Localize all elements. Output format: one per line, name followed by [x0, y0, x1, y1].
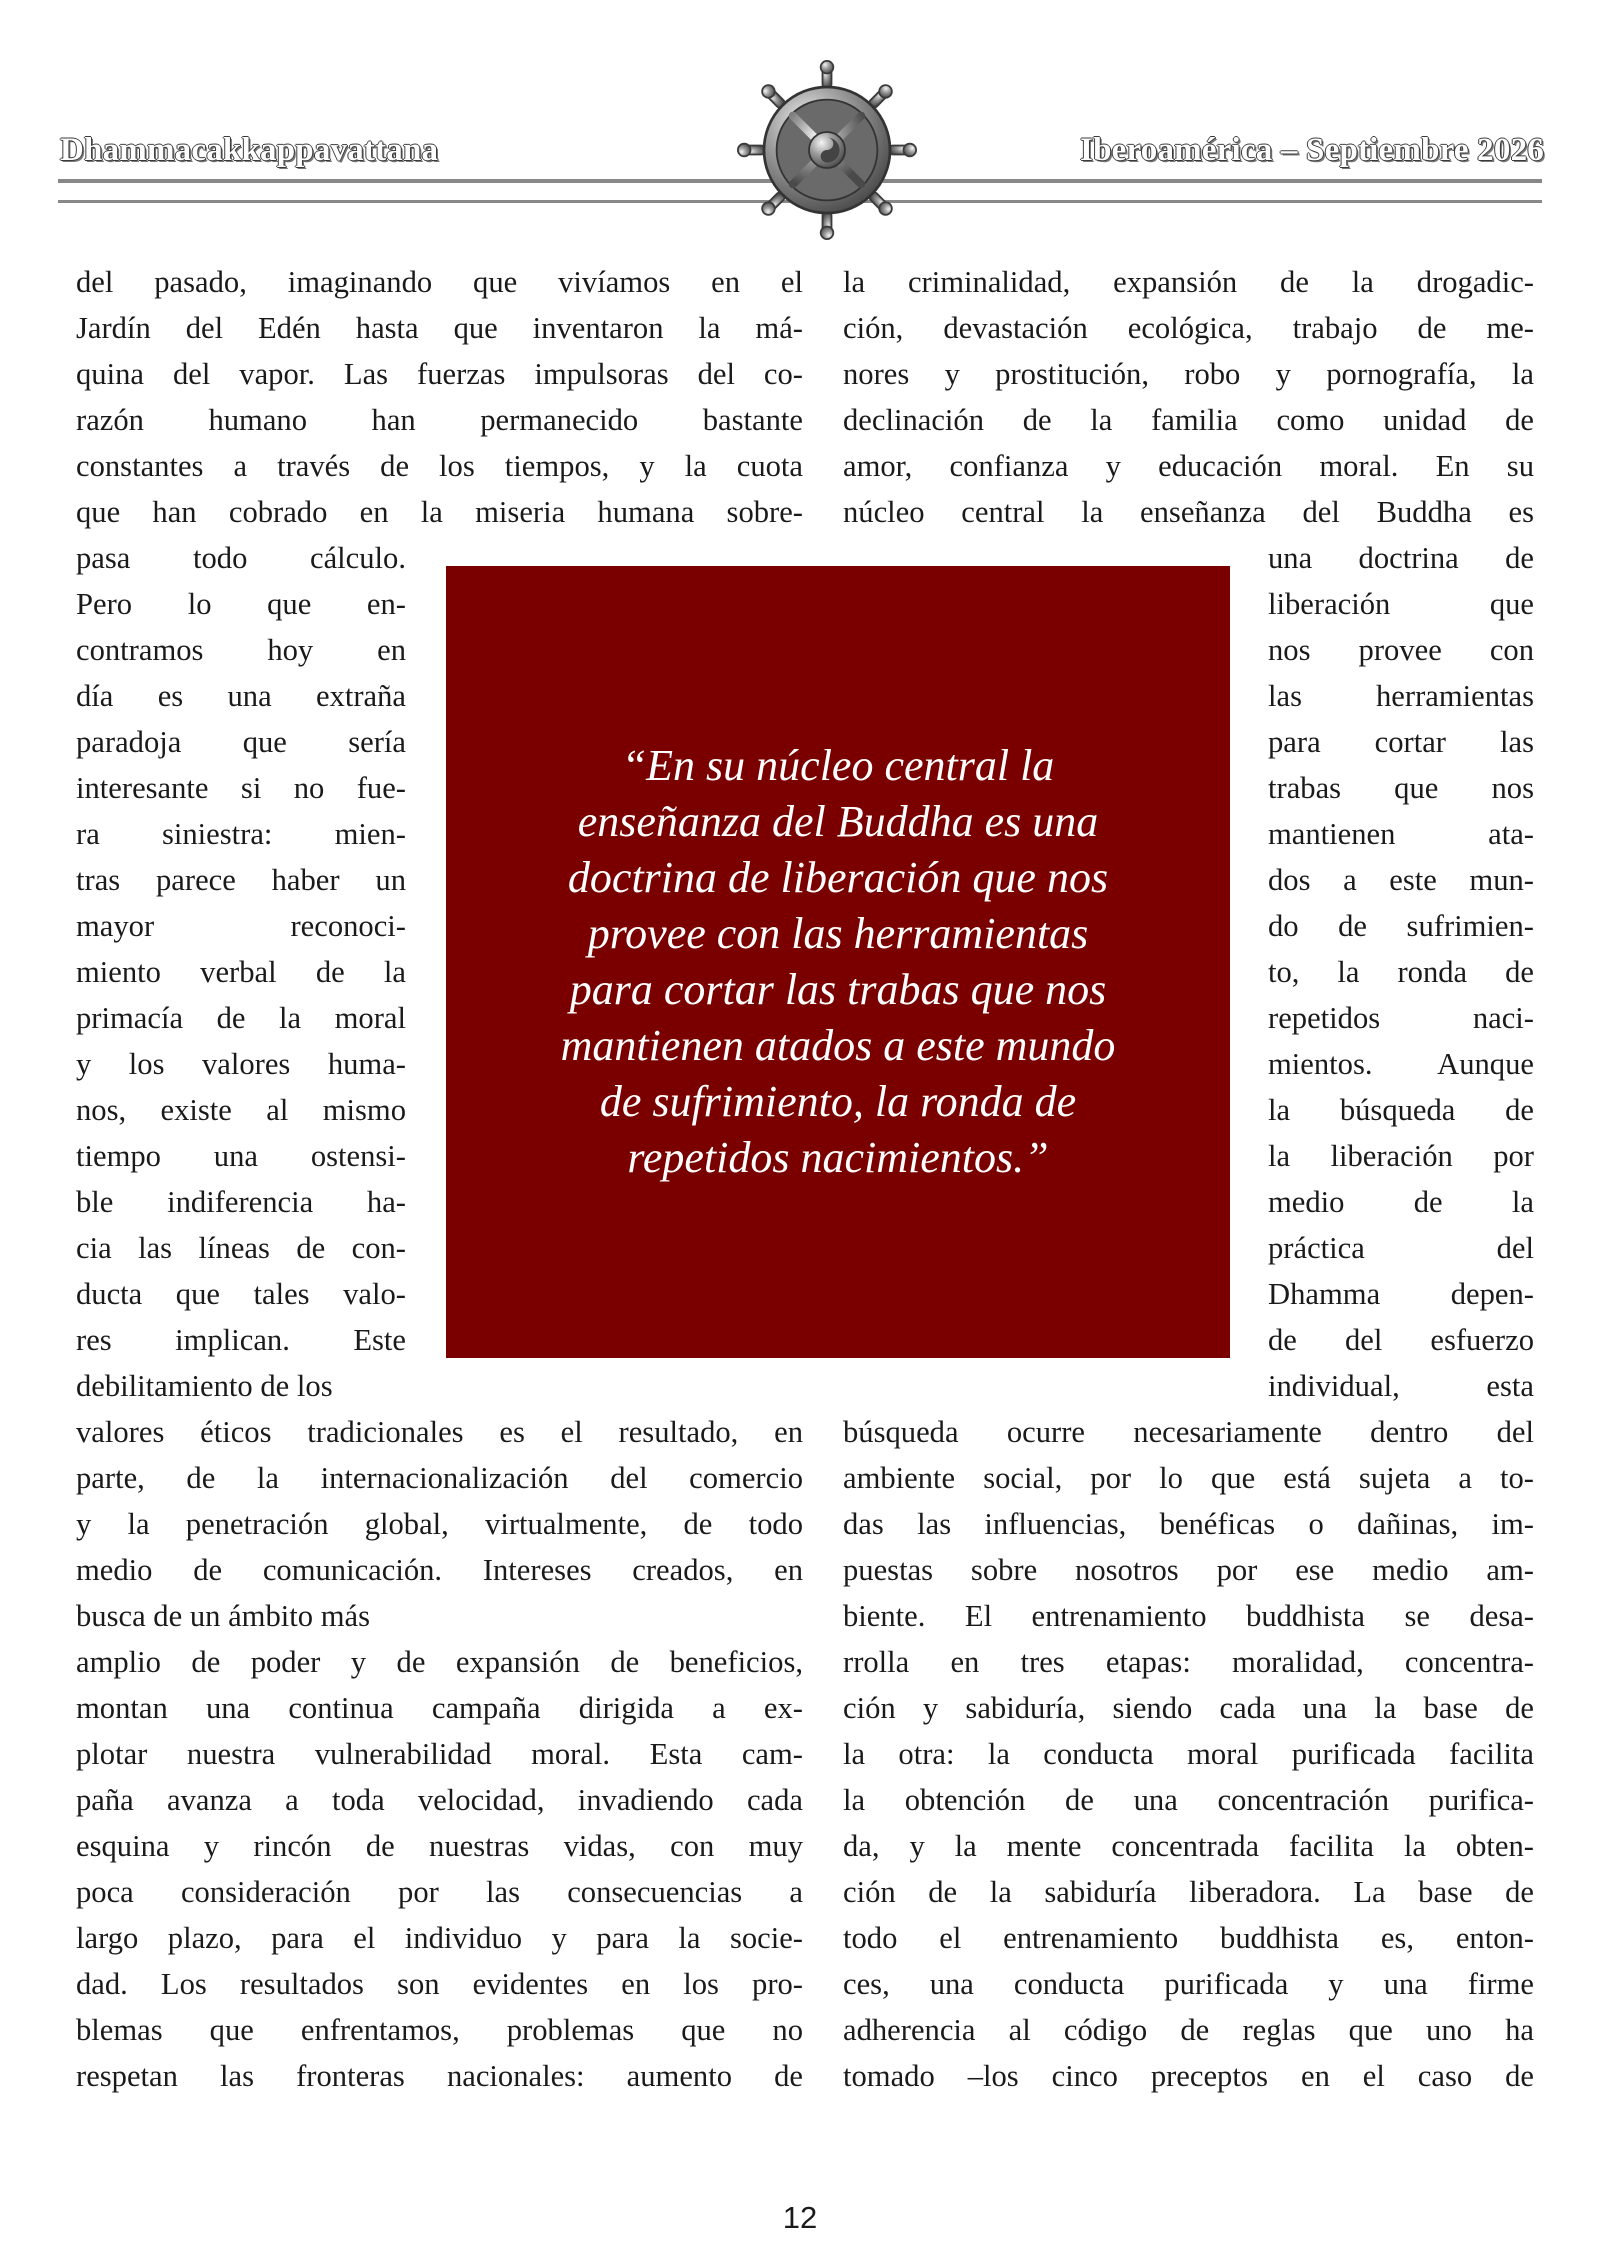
header-publication-title: Dhammacakkappavattana: [60, 132, 439, 168]
text-line: de del esfuerzo: [1268, 1323, 1534, 1357]
text-line: das las influencias, benéficas o dañinas, im-: [843, 1507, 1534, 1541]
text-line: tomado –los cinco preceptos en el caso de: [843, 2059, 1534, 2093]
text-line: esquina y rincón de nuestras vidas, con muy: [76, 1829, 803, 1863]
text-line: trabas que nos: [1268, 771, 1534, 805]
right-column-wrap: [1268, 535, 1534, 1409]
left-column-wrap: [76, 535, 406, 1409]
text-line: to, la ronda de: [1268, 955, 1534, 989]
text-line: cia las líneas de con-: [76, 1231, 406, 1265]
text-line: poca consideración por las consecuencias a: [76, 1875, 803, 1909]
text-line: las herramientas: [1268, 679, 1534, 713]
text-line: mientos. Aunque: [1268, 1047, 1534, 1081]
pull-quote-line: mantienen atados a este mundo: [560, 1021, 1116, 1070]
text-line: respetan las fronteras nacionales: aumento de: [76, 2059, 803, 2093]
text-line: dos a este mun-: [1268, 863, 1534, 897]
text-line: ción, devastación ecológica, trabajo de me-: [843, 311, 1534, 345]
text-line: medio de la: [1268, 1185, 1534, 1219]
text-line: ción de la sabiduría liberadora. La base de: [843, 1875, 1534, 1909]
text-line: valores éticos tradicionales es el resultado, en: [76, 1415, 803, 1449]
text-line: dad. Los resultados son evidentes en los pro-: [76, 1967, 803, 2001]
text-line: liberación que: [1268, 587, 1534, 621]
left-column-bottom: [76, 1409, 803, 2099]
text-line: miento verbal de la: [76, 955, 406, 989]
text-line: declinación de la familia como unidad de: [843, 403, 1534, 437]
text-line: todo el entrenamiento buddhista es, enton-: [843, 1921, 1534, 1955]
text-line: res implican. Este: [76, 1323, 406, 1357]
text-line: del pasado, imaginando que vivíamos en el: [76, 265, 803, 299]
text-line: Pero lo que en-: [76, 587, 406, 621]
text-line: contramos hoy en: [76, 633, 406, 667]
text-line: la criminalidad, expansión de la drogadic-: [843, 265, 1534, 299]
pull-quote-box: [446, 566, 1230, 1358]
text-line: amplio de poder y de expansión de beneficios,: [76, 1645, 803, 1679]
text-line: quina del vapor. Las fuerzas impulsoras del co-: [76, 357, 803, 391]
text-line: la liberación por: [1268, 1139, 1534, 1173]
text-line: mayor reconoci-: [76, 909, 406, 943]
text-line: la otra: la conducta moral purificada facilita: [843, 1737, 1534, 1771]
text-line: tras parece haber un: [76, 863, 406, 897]
pull-quote-line: de sufrimiento, la ronda de: [599, 1077, 1077, 1126]
text-line: nos provee con: [1268, 633, 1534, 667]
text-line: medio de comunicación. Intereses creados, en: [76, 1553, 803, 1587]
text-line: la obtención de una concentración purifica-: [843, 1783, 1534, 1817]
pull-quote-line: para cortar las trabas que nos: [569, 965, 1107, 1014]
text-line: puestas sobre nosotros por ese medio am-: [843, 1553, 1534, 1587]
text-line: debilitamiento de los: [76, 1369, 333, 1403]
text-line: ces, una conducta purificada y una firme: [843, 1967, 1534, 2001]
text-line: da, y la mente concentrada facilita la obten-: [843, 1829, 1534, 1863]
text-line: tiempo una ostensi-: [76, 1139, 406, 1173]
text-line: núcleo central la enseñanza del Buddha es: [843, 495, 1534, 529]
text-line: ducta que tales valo-: [76, 1277, 406, 1311]
pull-quote-line: provee con las herramientas: [587, 909, 1089, 958]
text-line: busca de un ámbito más: [76, 1599, 370, 1633]
text-line: paradoja que sería: [76, 725, 406, 759]
text-line: y la penetración global, virtualmente, de todo: [76, 1507, 803, 1541]
text-line: blemas que enfrentamos, problemas que no: [76, 2013, 803, 2047]
text-line: práctica del: [1268, 1231, 1534, 1265]
pull-quote-line: repetidos nacimientos.”: [627, 1133, 1049, 1182]
text-line: ble indiferencia ha-: [76, 1185, 406, 1219]
text-line: búsqueda ocurre necesariamente dentro del: [843, 1415, 1534, 1449]
text-line: amor, confianza y educación moral. En su: [843, 449, 1534, 483]
text-line: ra siniestra: mien-: [76, 817, 406, 851]
text-line: individual, esta: [1268, 1369, 1534, 1403]
text-line: nos, existe al mismo: [76, 1093, 406, 1127]
text-line: la búsqueda de: [1268, 1093, 1534, 1127]
text-line: paña avanza a toda velocidad, invadiendo cada: [76, 1783, 803, 1817]
header-issue-date: Iberoamérica – Septiembre 2026: [1080, 132, 1544, 168]
text-line: constantes a través de los tiempos, y la cuota: [76, 449, 803, 483]
text-line: pasa todo cálculo.: [76, 541, 406, 575]
text-line: primacía de la moral: [76, 1001, 406, 1035]
text-line: adherencia al código de reglas que uno ha: [843, 2013, 1534, 2047]
text-line: una doctrina de: [1268, 541, 1534, 575]
text-line: rrolla en tres etapas: moralidad, concentra-: [843, 1645, 1534, 1679]
pull-quote-line: enseñanza del Buddha es una: [577, 797, 1099, 846]
text-line: Jardín del Edén hasta que inventaron la má-: [76, 311, 803, 345]
right-column-bottom: [843, 1409, 1534, 2099]
text-line: largo plazo, para el individuo y para la socie-: [76, 1921, 803, 1955]
page-number: 12: [782, 2200, 818, 2235]
text-line: nores y prostitución, robo y pornografía, la: [843, 357, 1534, 391]
pull-quote-line: doctrina de liberación que nos: [567, 853, 1109, 902]
text-line: día es una extraña: [76, 679, 406, 713]
text-line: biente. El entrenamiento buddhista se desa-: [843, 1599, 1534, 1633]
text-line: repetidos naci-: [1268, 1001, 1534, 1035]
text-line: do de sufrimien-: [1268, 909, 1534, 943]
text-line: ambiente social, por lo que está sujeta a to-: [843, 1461, 1534, 1495]
text-line: plotar nuestra vulnerabilidad moral. Esta cam-: [76, 1737, 803, 1771]
text-line: ción y sabiduría, siendo cada una la base de: [843, 1691, 1534, 1725]
text-line: razón humano han permanecido bastante: [76, 403, 803, 437]
pull-quote-line: “En su núcleo central la: [621, 741, 1055, 790]
left-column-top: [76, 259, 803, 535]
text-line: interesante si no fue-: [76, 771, 406, 805]
text-line: y los valores huma-: [76, 1047, 406, 1081]
text-line: que han cobrado en la miseria humana sobre-: [76, 495, 803, 529]
text-line: montan una continua campaña dirigida a ex-: [76, 1691, 803, 1725]
text-line: parte, de la internacionalización del comercio: [76, 1461, 803, 1495]
text-line: Dhamma depen-: [1268, 1277, 1534, 1311]
pull-quote-text: [518, 738, 1158, 1186]
right-column-top: [843, 259, 1534, 535]
text-line: para cortar las: [1268, 725, 1534, 759]
dharma-wheel-icon: [737, 60, 917, 240]
text-line: mantienen ata-: [1268, 817, 1534, 851]
